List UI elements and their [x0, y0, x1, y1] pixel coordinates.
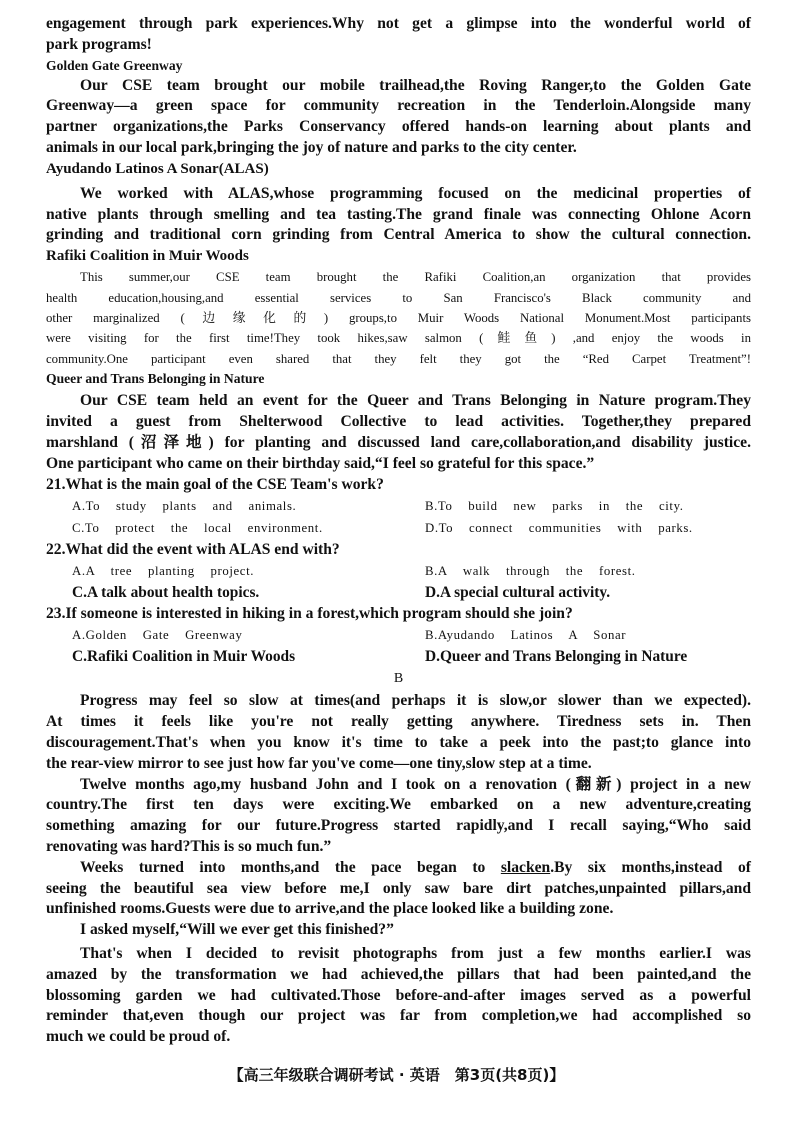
paragraph-alas: We worked with ALAS,whose programming focused on the medicinal properties of native plants through smelling and tea tasting.The grand finale was connecting Ohlone Acorn grinding and traditional corn grinding from Central America to show the cultural connection. [46, 184, 751, 244]
question-stem: 23.If someone is interested in hiking in a forest,which program should she join? [46, 605, 573, 623]
paragraph-slacken: Weeks turned into months,and the pace began to slacken.By six months,instead of [80, 858, 751, 876]
underlined-word: slacken [500, 858, 551, 876]
option-a: A.A tree planting project. [72, 564, 255, 579]
question-23 [46, 603, 751, 667]
paragraph-queer-trans: Our CSE team held an event for the Queer and Trans Belonging in Nature program.They invited a guest from Shelterwood Collective to lead activities. Together,they prepared marshland (沼泽地) for planting and discussed land care,collaboration,and disability justice. One participant who came on their birthday said,“I feel so grateful for this space.” [46, 392, 751, 472]
option-d: D.To connect communities with parks. [425, 521, 693, 536]
option-b: B.A walk through the forest. [425, 564, 636, 579]
option-a: A.To study plants and animals. [72, 499, 297, 514]
question-21 [46, 474, 751, 539]
option-d: D.A special cultural activity. [425, 584, 611, 602]
section-title-rafiki: Rafiki Coalition in Muir Woods [46, 248, 249, 265]
option-d: D.Queer and Trans Belonging in Nature [425, 648, 688, 666]
question-22 [46, 539, 751, 603]
section-label-b: B [393, 671, 404, 687]
option-c: C.A talk about health topics. [72, 584, 260, 602]
exam-page [46, 14, 751, 1048]
section-title-queer-trans: Queer and Trans Belonging in Nature [46, 371, 265, 387]
option-b: B.Ayudando Latinos A Sonar [425, 628, 627, 643]
paragraph-rafiki: This summer,our CSE team brought the Rafiki Coalition,an organization that provides health education,housing,and essential services to San Francisco's Black community and other marginalized (边缘化的) groups,to Muir Woods National Monument.Most participants were visiting for the first time!They took hikes,saw salmon (鲑鱼) ,and enjoy the woods in community.One participant even shared that they felt they got the “Red Carpet Treatment”! [46, 270, 751, 366]
page-footer: 【高三年级联合调研考试 · 英语 第3页(共8页)】 [228, 1066, 565, 1084]
passage-a-intro: engagement through park experiences.Why not get a glimpse into the wonderful world of park programs! [46, 15, 751, 53]
option-c: C.Rafiki Coalition in Muir Woods [72, 648, 296, 666]
question-stem: 22.What did the event with ALAS end with? [46, 541, 340, 559]
paragraph-golden-gate: Our CSE team brought our mobile trailhead,the Roving Ranger,to the Golden Gate Greenway—a green space for community recreation in the Tenderloin.Alongside many partner organizations,the Parks Conservancy offered hands-on learning about plants and animals in our local park,bringing the joy of nature and parks to the city center. [46, 76, 751, 156]
passage-b: Progress may feel so slow at times(and perhaps it is slow,or slower than we expected). At times it feels like you're not really getting anywhere. Tiredness sets in. Then discouragement.That's when you know it's time to take a peek into the past;to glance into the rear-view mirror to see just how far you've come—one tiny,slow step at a time. Twelve months ago,my husband John and I took on a renovation (翻新) project in a new country.The first ten days were exciting.We embarked on a new adventure,creating something amazing for our future.Progress started rapidly,and I recall saying,“Who said renovating was hard?This is so much fun.” Weeks turned into months,and the pace began to slacken.By six months,instead of seeing the beautiful sea view before me,I only saw bare dirt patches,unpainted pillars,and unfinished rooms.Guests were due to arrive,and the place looked like a building zone. I asked myself,“Will we ever get this finished?” That's when I decided to revisit photographs from just a few months earlier.I was amazed by the transformation we had achieved,the pillars that had been painted,and the blossoming garden we had cultivated.Those before-and-after images served as a powerful reminder that,even though our project was far from completion,we had accomplished so much we could be proud of. [46, 692, 751, 1046]
question-stem: 21.What is the main goal of the CSE Team's work? [46, 476, 384, 494]
option-b: B.To build new parks in the city. [425, 499, 684, 514]
option-a: A.Golden Gate Greenway [72, 628, 243, 643]
section-title-alas: Ayudando Latinos A Sonar(ALAS) [46, 160, 269, 177]
option-c: C.To protect the local environment. [72, 521, 323, 536]
section-title-golden-gate: Golden Gate Greenway [46, 57, 183, 73]
